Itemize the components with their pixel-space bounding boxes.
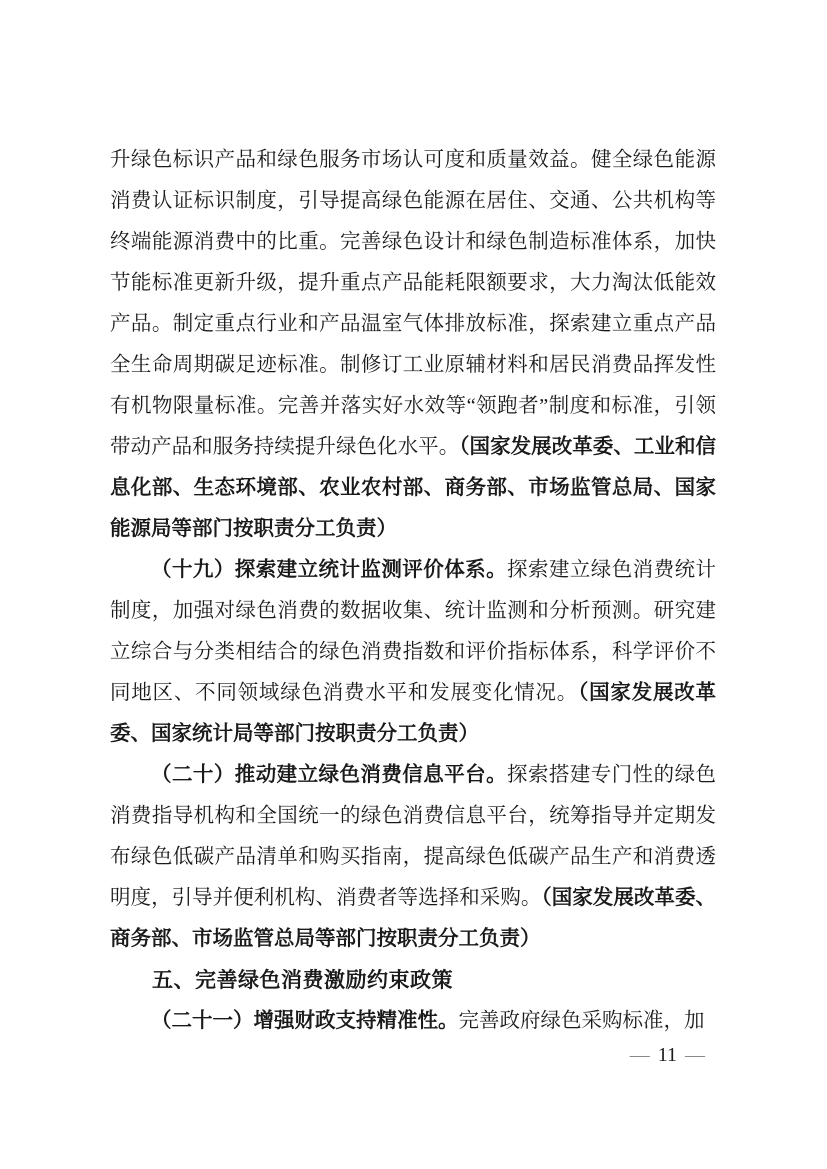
page-number: [630, 1042, 705, 1068]
page-number-value: 11: [657, 1044, 677, 1066]
section-5-heading: [110, 960, 716, 1001]
text-segment-normal: 探索建立绿色消费统计制度，加强对绿色消费的数据收集、统计监测和分析预测。研究建立综合与分类相结合的绿色消费指数和评价指标体系，科学评价不同地区、不同领域绿色消费水平和发展变化情况。: [110, 559, 717, 704]
text-segment-normal: 升绿色标识产品和绿色服务市场认可度和质量效益。健全绿色能源消费认证标识制度，引导提高绿色能源在居住、交通、公共机构等终端能源消费中的比重。完善绿色设计和绿色制造标准体系，加快节能标准更新升级，提升重点产品能耗限额要求，大力淘汰低能效产品。制定重点行业和产品温室气体排放标准，探索建立重点产品全生命周期碳足迹标准。制修订工业原辅材料和居民消费品挥发性有机物限量标准。完善并落实好水效等“领跑者”制度和标准，引领带动产品和服务持续提升绿色化水平。: [110, 149, 716, 458]
text-segment-bold: （十九）探索建立统计监测评价体系。: [151, 559, 508, 581]
text-segment-bold: （国家发展改革委、商务部、市场监管总局等部门按职责分工负责）: [110, 887, 717, 950]
text-segment-bold: （二十）推动建立绿色消费信息平台。: [151, 764, 508, 786]
text-segment-bold: （国家发展改革委、国家统计局等部门按职责分工负责）: [110, 682, 717, 745]
paragraph-20: [110, 755, 716, 960]
paragraph-21: [110, 1001, 716, 1042]
text-segment-normal: 完善政府绿色采购标准，加: [458, 1010, 705, 1032]
text-segment-bold: （国家发展改革委、工业和信息化部、生态环境部、农业农村部、商务部、市场监管总局、国家能源局等部门按职责分工负责）: [110, 436, 717, 540]
text-segment-bold: （二十一）增强财政支持精准性。: [151, 1010, 459, 1032]
text-segment-normal: 探索搭建专门性的绿色消费指导机构和全国统一的绿色消费信息平台，统筹指导并定期发布绿色低碳产品清单和购买指南，提高绿色低碳产品生产和消费透明度，引导并便利机构、消费者等选择和采购。: [110, 764, 717, 909]
paragraph-19: [110, 550, 716, 755]
page-number-right-dash: —: [685, 1044, 705, 1066]
text-segment-heading: 五、完善绿色消费激励约束政策: [152, 969, 453, 992]
paragraph-18-continued: [110, 140, 716, 550]
page-number-left-dash: —: [629, 1044, 650, 1066]
document-body: [110, 140, 716, 1042]
